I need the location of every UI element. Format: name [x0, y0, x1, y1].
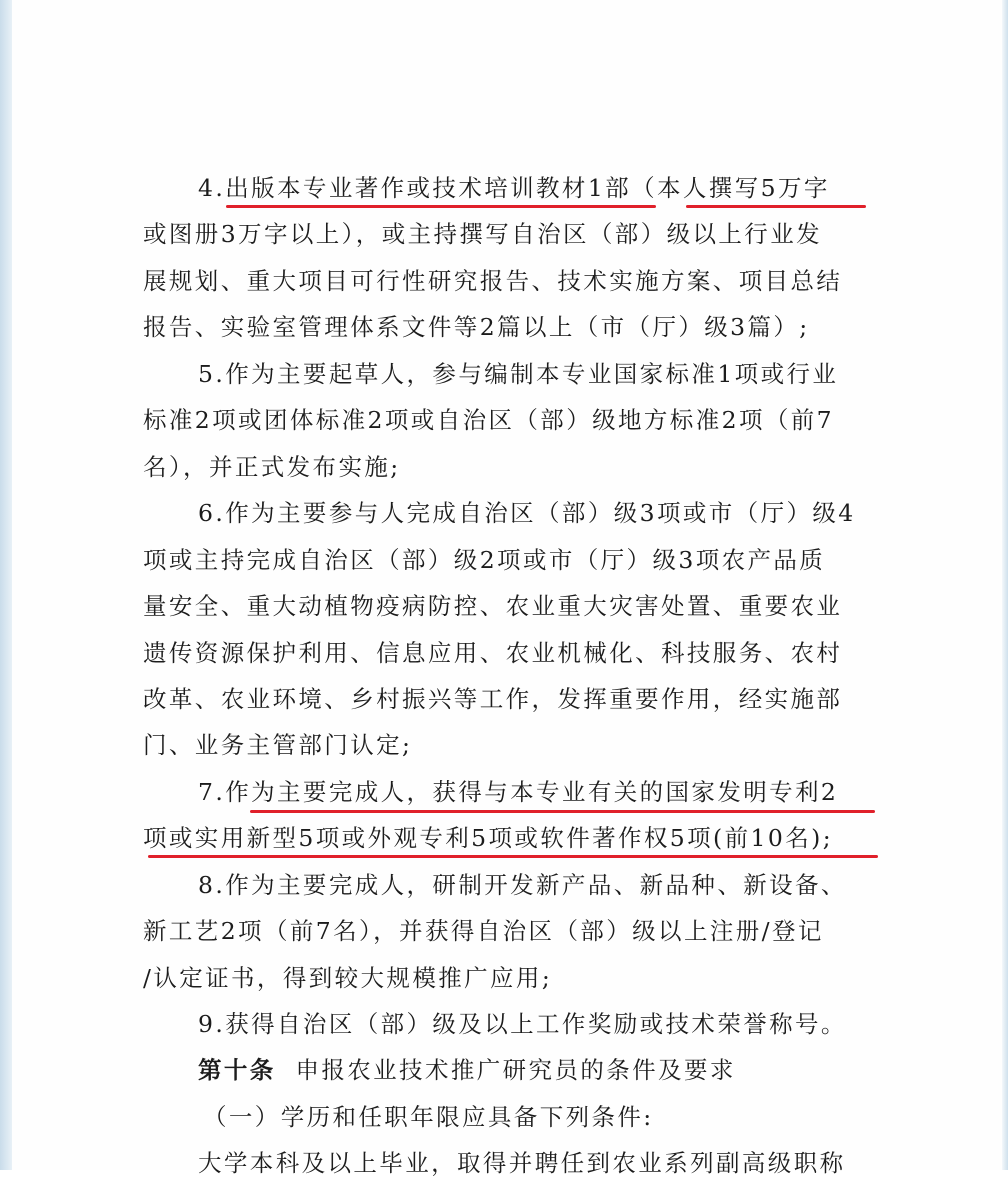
- item-6-line-1: 6.作为主要参与人完成自治区（部）级3项或市（厅）级4: [198, 499, 856, 527]
- item-8-line-1: 8.作为主要完成人，研制开发新产品、新品种、新设备、: [198, 871, 847, 899]
- section-1-heading: （一）学历和任职年限应具备下列条件:: [203, 1103, 654, 1131]
- article-10-heading: [143, 1047, 873, 1094]
- item-5-line-3: 名），并正式发布实施;: [143, 453, 401, 481]
- item-5-line-1: 5.作为主要起草人，参与编制本专业国家标准1项或行业: [198, 360, 839, 388]
- highlight-text-2: 本人撰写5万字: [657, 174, 830, 202]
- red-underline-4: [148, 855, 878, 858]
- item-6-line-6: 门、业务主管部门认定;: [143, 731, 413, 759]
- red-underline-1: [226, 205, 656, 208]
- item-6-line-5: 改革、农业环境、乡村振兴等工作，发挥重要作用，经实施部: [143, 685, 843, 713]
- item-8-line-3: /认定证书，得到较大规模推广应用;: [143, 964, 553, 992]
- item-6-line-4: 遗传资源保护利用、信息应用、农业机械化、科技服务、农村: [143, 639, 843, 667]
- red-underline-2: [686, 205, 866, 208]
- window-right-edge: [1002, 0, 1008, 1170]
- article-title: 申报农业技术推广研究员的条件及要求: [295, 1056, 736, 1084]
- item-4-line-1: 4.出版本专业著作或技术培训教材1部（本人撰写5万字: [198, 174, 830, 202]
- item-4-line-4: 报告、实验室管理体系文件等2篇以上（市（厅）级3篇）;: [143, 313, 810, 341]
- item-9-line-1: 9.获得自治区（部）级及以上工作奖励或技术荣誉称号。: [198, 1010, 847, 1038]
- item-6-line-2: 项或主持完成自治区（部）级2项或市（厅）级3项农产品质: [143, 546, 826, 574]
- item-6-line-3: 量安全、重大动植物疫病防控、农业重大灾害处置、重要农业: [143, 592, 843, 620]
- window-left-edge: [0, 0, 12, 1170]
- highlight-text-3: 为主要完成人，获得与本专业有关的国家发明专利2: [251, 778, 839, 806]
- highlight-text-4: 项或实用新型5项或外观专利5项或软件著作权5项(前10名);: [143, 824, 834, 852]
- item-8-line-2: 新工艺2项（前7名），并获得自治区（部）级以上注册/登记: [143, 917, 824, 945]
- item-4-line-2: 或图册3万字以上），或主持撰写自治区（部）级以上行业发: [143, 220, 823, 248]
- section-1-line-1: 大学本科及以上毕业，取得并聘任到农业系列副高级职称: [198, 1149, 846, 1177]
- item-4-line-3: 展规划、重大项目可行性研究报告、技术实施方案、项目总结: [143, 267, 843, 295]
- article-number: 第十条: [198, 1056, 276, 1084]
- item-7-line-1: 7.作为主要完成人，获得与本专业有关的国家发明专利2: [198, 778, 839, 806]
- item-5-line-2: 标准2项或团体标准2项或自治区（部）级地方标准2项（前7: [143, 406, 835, 434]
- highlight-text-1: 出版本专业著作或技术培训教材1部: [225, 174, 632, 202]
- red-underline-3: [250, 810, 875, 813]
